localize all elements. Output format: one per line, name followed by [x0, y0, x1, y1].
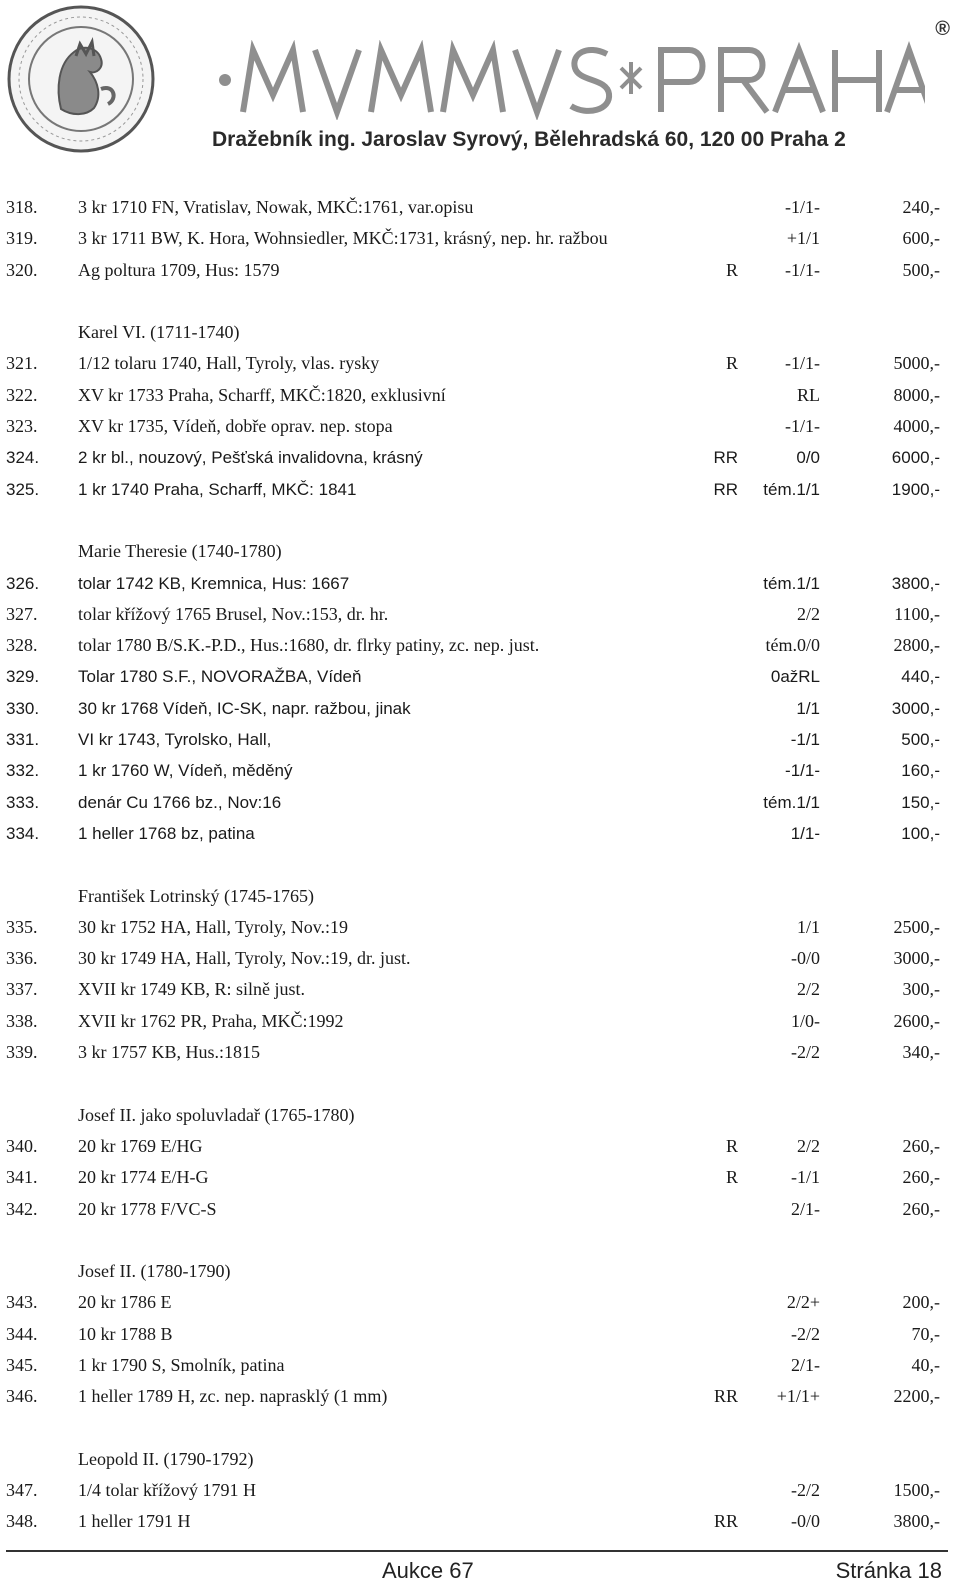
section-heading	[0, 1256, 960, 1287]
lot-description: 1 heller 1768 bz, patina	[78, 823, 255, 843]
lot-description: XV kr 1733 Praha, Scharff, MKČ:1820, exklusivní	[78, 384, 446, 405]
section-heading	[0, 881, 960, 912]
registered-mark: ®	[935, 18, 950, 40]
lot-rarity: R	[725, 1167, 738, 1188]
lot-description: 30 kr 1749 HA, Hall, Tyroly, Nov.:19, dr. just.	[78, 948, 411, 969]
lot-description: tolar 1780 B/S.K.-P.D., Hus.:1680, dr. flrky patiny, zc. nep. just.	[78, 635, 540, 656]
lot-grade: 2/2	[796, 979, 820, 1000]
lot-price: 500,-	[902, 259, 940, 280]
lot-grade: 0/0	[796, 448, 820, 468]
lot-description: denár Cu 1766 bz., Nov:16	[78, 792, 282, 812]
lot-row	[0, 1037, 960, 1068]
lot-price: 600,-	[902, 228, 940, 249]
lot-row	[0, 755, 960, 786]
lot-row	[0, 223, 960, 254]
spacer	[0, 1225, 960, 1256]
lot-price: 1100,-	[894, 603, 940, 624]
spacer	[0, 505, 960, 536]
lot-number: 323.	[6, 416, 38, 437]
lot-grade: -1/1-	[785, 259, 820, 280]
section-heading	[0, 1444, 960, 1475]
lot-description: Ag poltura 1709, Hus: 1579	[78, 259, 280, 280]
page-footer	[0, 1548, 960, 1588]
lot-number: 338.	[6, 1010, 38, 1031]
lot-number: 348.	[6, 1511, 38, 1532]
lot-grade: -2/2	[791, 1323, 820, 1344]
lot-description: 1 kr 1740 Praha, Scharff, MKČ: 1841	[78, 479, 357, 499]
section-title: Josef II. (1780-1790)	[78, 1261, 231, 1282]
lot-row	[0, 1162, 960, 1193]
lot-number: 333.	[6, 792, 40, 812]
lot-description: 1 heller 1789 H, zc. nep. naprasklý (1 mm)	[78, 1386, 388, 1407]
page-header	[0, 0, 960, 172]
lot-grade: 1/1	[796, 698, 820, 718]
section-title: Karel VI. (1711-1740)	[78, 322, 240, 343]
lot-price: 2800,-	[893, 635, 940, 656]
coin-seal-logo	[6, 4, 156, 154]
lot-description: 3 kr 1757 KB, Hus.:1815	[78, 1042, 261, 1063]
lot-number: 328.	[6, 635, 38, 656]
lot-description: 1 kr 1760 W, Vídeň, měděný	[78, 761, 293, 781]
lot-row	[0, 192, 960, 223]
lot-description: 3 kr 1711 BW, K. Hora, Wohnsiedler, MKČ:1731, krásný, nep. hr. ražbou	[78, 228, 608, 249]
lot-description: Tolar 1780 S.F., NOVORAŽBA, Vídeň	[78, 667, 362, 687]
lot-number: 332.	[6, 761, 40, 781]
lot-row	[0, 411, 960, 442]
lot-grade: 1/1	[796, 916, 820, 937]
lot-description: 20 kr 1769 E/HG	[78, 1135, 203, 1156]
lot-grade: +1/1	[786, 228, 820, 249]
lot-price: 240,-	[902, 197, 940, 217]
lot-price: 340,-	[902, 1042, 940, 1063]
lot-grade: -0/0	[791, 948, 820, 969]
section-heading	[0, 1100, 960, 1131]
lot-row	[0, 380, 960, 411]
lot-row	[0, 442, 960, 473]
lot-grade: 2/2	[796, 603, 820, 624]
lot-price: 3000,-	[891, 698, 940, 718]
lot-description: 1/4 tolar křížový 1791 H	[78, 1480, 256, 1501]
lot-description: 1/12 tolaru 1740, Hall, Tyroly, vlas. rysky	[78, 353, 380, 374]
lot-number: 321.	[6, 353, 38, 374]
lot-price: 3800,-	[891, 573, 940, 593]
lot-price: 100,-	[901, 823, 940, 843]
lot-description: 30 kr 1768 Vídeň, IC-SK, napr. ražbou, jinak	[78, 698, 411, 718]
lot-row	[0, 787, 960, 818]
lot-row	[0, 474, 960, 505]
lot-grade: -2/2	[791, 1042, 820, 1063]
lot-price: 3800,-	[893, 1511, 940, 1532]
lot-row	[0, 1381, 960, 1412]
lot-rarity: RR	[713, 1511, 738, 1532]
section-title: Leopold II. (1790-1792)	[78, 1448, 254, 1469]
lot-description: 2 kr bl., nouzový, Pešťská invalidovna, krásný	[78, 448, 423, 468]
lot-description: 20 kr 1786 E	[78, 1292, 172, 1313]
lot-description: 1 kr 1790 S, Smolník, patina	[78, 1354, 285, 1375]
lot-price: 70,-	[911, 1323, 940, 1344]
lot-description: XVII kr 1762 PR, Praha, MKČ:1992	[78, 1010, 344, 1031]
lot-price: 500,-	[901, 730, 940, 750]
spacer	[0, 849, 960, 880]
lot-price: 200,-	[902, 1292, 940, 1313]
lot-rarity: RR	[713, 479, 738, 499]
lot-description: XVII kr 1749 KB, R: silně just.	[78, 979, 305, 1000]
lot-grade: tém.1/1	[763, 792, 820, 812]
lot-row	[0, 568, 960, 599]
lot-row	[0, 1506, 960, 1537]
lot-row	[0, 599, 960, 630]
lot-row	[0, 255, 960, 286]
lot-grade: -1/1-	[785, 761, 820, 781]
lot-number: 322.	[6, 384, 38, 405]
lot-number: 337.	[6, 979, 38, 1000]
lot-row	[0, 693, 960, 724]
lot-price: 1900,-	[891, 479, 940, 499]
lot-grade: RL	[796, 384, 820, 405]
lot-row	[0, 724, 960, 755]
lot-price: 260,-	[902, 1198, 940, 1219]
section-title: Marie Theresie (1740-1780)	[78, 541, 282, 562]
lot-row	[0, 912, 960, 943]
lot-price: 4000,-	[893, 416, 940, 437]
lot-grade: 2/1-	[791, 1198, 820, 1219]
lot-price: 3000,-	[893, 948, 940, 969]
lot-number: 345.	[6, 1354, 38, 1375]
auction-label: Aukce 67	[382, 1558, 474, 1583]
lot-grade: -1/1-	[785, 197, 820, 217]
lot-rarity: R	[725, 353, 738, 374]
lot-grade: 1/1-	[790, 823, 820, 843]
lot-number: 318.	[6, 197, 38, 217]
lot-description: XV kr 1735, Vídeň, dobře oprav. nep. stopa	[78, 416, 393, 437]
lot-grade: 1/0-	[791, 1010, 820, 1031]
lot-price: 5000,-	[893, 353, 940, 374]
lot-grade: -1/1-	[785, 416, 820, 437]
lot-row	[0, 348, 960, 379]
lot-grade: -1/1-	[785, 353, 820, 374]
lot-price: 40,-	[911, 1354, 940, 1375]
lot-rarity: RR	[713, 448, 738, 468]
lot-description: VI kr 1743, Tyrolsko, Hall,	[78, 730, 272, 750]
lot-number: 327.	[6, 603, 38, 624]
lot-row	[0, 1287, 960, 1318]
lot-rarity: R	[725, 259, 738, 280]
lot-number: 344.	[6, 1323, 38, 1344]
lot-number: 325.	[6, 479, 40, 499]
lot-number: 324.	[6, 448, 40, 468]
lot-number: 343.	[6, 1292, 38, 1313]
lot-price: 300,-	[902, 979, 940, 1000]
lot-row	[0, 661, 960, 692]
lot-price: 160,-	[901, 761, 940, 781]
lot-number: 329.	[6, 667, 40, 687]
section-title: Josef II. jako spoluvladař (1765-1780)	[78, 1104, 355, 1125]
lot-price: 440,-	[901, 667, 940, 687]
lot-row	[0, 1006, 960, 1037]
lot-grade: tém.0/0	[765, 635, 820, 656]
lot-price: 2600,-	[893, 1010, 940, 1031]
spacer	[0, 1068, 960, 1099]
lot-description: 20 kr 1774 E/H-G	[78, 1167, 209, 1188]
lot-row	[0, 974, 960, 1005]
page-number: Stránka 18	[835, 1558, 942, 1583]
lot-grade: 2/2+	[786, 1292, 820, 1313]
lot-number: 336.	[6, 948, 38, 969]
lot-description: 10 kr 1788 B	[78, 1323, 173, 1344]
footer-divider	[6, 1550, 948, 1552]
lot-row	[0, 1350, 960, 1381]
lot-grade: 2/2	[796, 1135, 820, 1156]
lot-number: 342.	[6, 1198, 38, 1219]
auctioneer-address: Dražebník ing. Jaroslav Syrový, Bělehradská 60, 120 00 Praha 2	[212, 128, 846, 151]
lot-row	[0, 1131, 960, 1162]
lot-grade: tém.1/1	[763, 479, 820, 499]
lot-price: 2200,-	[893, 1386, 940, 1407]
lot-grade: -0/0	[791, 1511, 820, 1532]
spacer	[0, 286, 960, 317]
lot-grade: -2/2	[791, 1480, 820, 1501]
brand-logo-mvmmvs-praha	[215, 40, 925, 120]
lot-description: 20 kr 1778 F/VC-S	[78, 1198, 217, 1219]
lot-description: tolar 1742 KB, Kremnica, Hus: 1667	[78, 573, 350, 593]
lot-grade: 0ažRL	[770, 667, 820, 687]
lot-row	[0, 630, 960, 661]
lot-rarity: R	[725, 1135, 738, 1156]
lot-number: 330.	[6, 698, 40, 718]
lot-number: 331.	[6, 730, 40, 750]
lot-listing	[0, 192, 960, 1538]
lot-number: 326.	[6, 573, 40, 593]
lot-rarity: RR	[713, 1386, 738, 1407]
lot-price: 1500,-	[893, 1480, 940, 1501]
lot-number: 347.	[6, 1480, 38, 1501]
section-heading	[0, 536, 960, 567]
lot-grade: -1/1	[790, 730, 820, 750]
lot-row	[0, 1319, 960, 1350]
lot-price: 2500,-	[893, 916, 940, 937]
lot-description: 1 heller 1791 H	[78, 1511, 191, 1532]
lot-number: 334.	[6, 823, 40, 843]
lot-grade: tém.1/1	[763, 573, 820, 593]
lot-row	[0, 1194, 960, 1225]
lot-row	[0, 943, 960, 974]
spacer	[0, 1413, 960, 1444]
lot-price: 260,-	[902, 1167, 940, 1188]
lot-number: 341.	[6, 1167, 38, 1188]
lot-grade: 2/1-	[791, 1354, 820, 1375]
lot-number: 320.	[6, 259, 38, 280]
lot-row	[0, 1475, 960, 1506]
lot-grade: +1/1+	[776, 1386, 820, 1407]
section-heading	[0, 317, 960, 348]
lot-price: 8000,-	[893, 384, 940, 405]
lot-number: 340.	[6, 1135, 38, 1156]
lot-number: 319.	[6, 228, 38, 249]
lot-description: 30 kr 1752 HA, Hall, Tyroly, Nov.:19	[78, 916, 349, 937]
lot-price: 150,-	[901, 792, 940, 812]
lot-number: 335.	[6, 916, 38, 937]
lot-price: 6000,-	[891, 448, 940, 468]
lot-description: 3 kr 1710 FN, Vratislav, Nowak, MKČ:1761, var.opisu	[78, 197, 474, 217]
lot-price: 260,-	[902, 1135, 940, 1156]
lot-row	[0, 818, 960, 849]
lot-description: tolar křížový 1765 Brusel, Nov.:153, dr. hr.	[78, 603, 389, 624]
section-title: František Lotrinský (1745-1765)	[78, 885, 314, 906]
lot-grade: -1/1	[791, 1167, 820, 1188]
lot-number: 346.	[6, 1386, 38, 1407]
lot-number: 339.	[6, 1042, 38, 1063]
